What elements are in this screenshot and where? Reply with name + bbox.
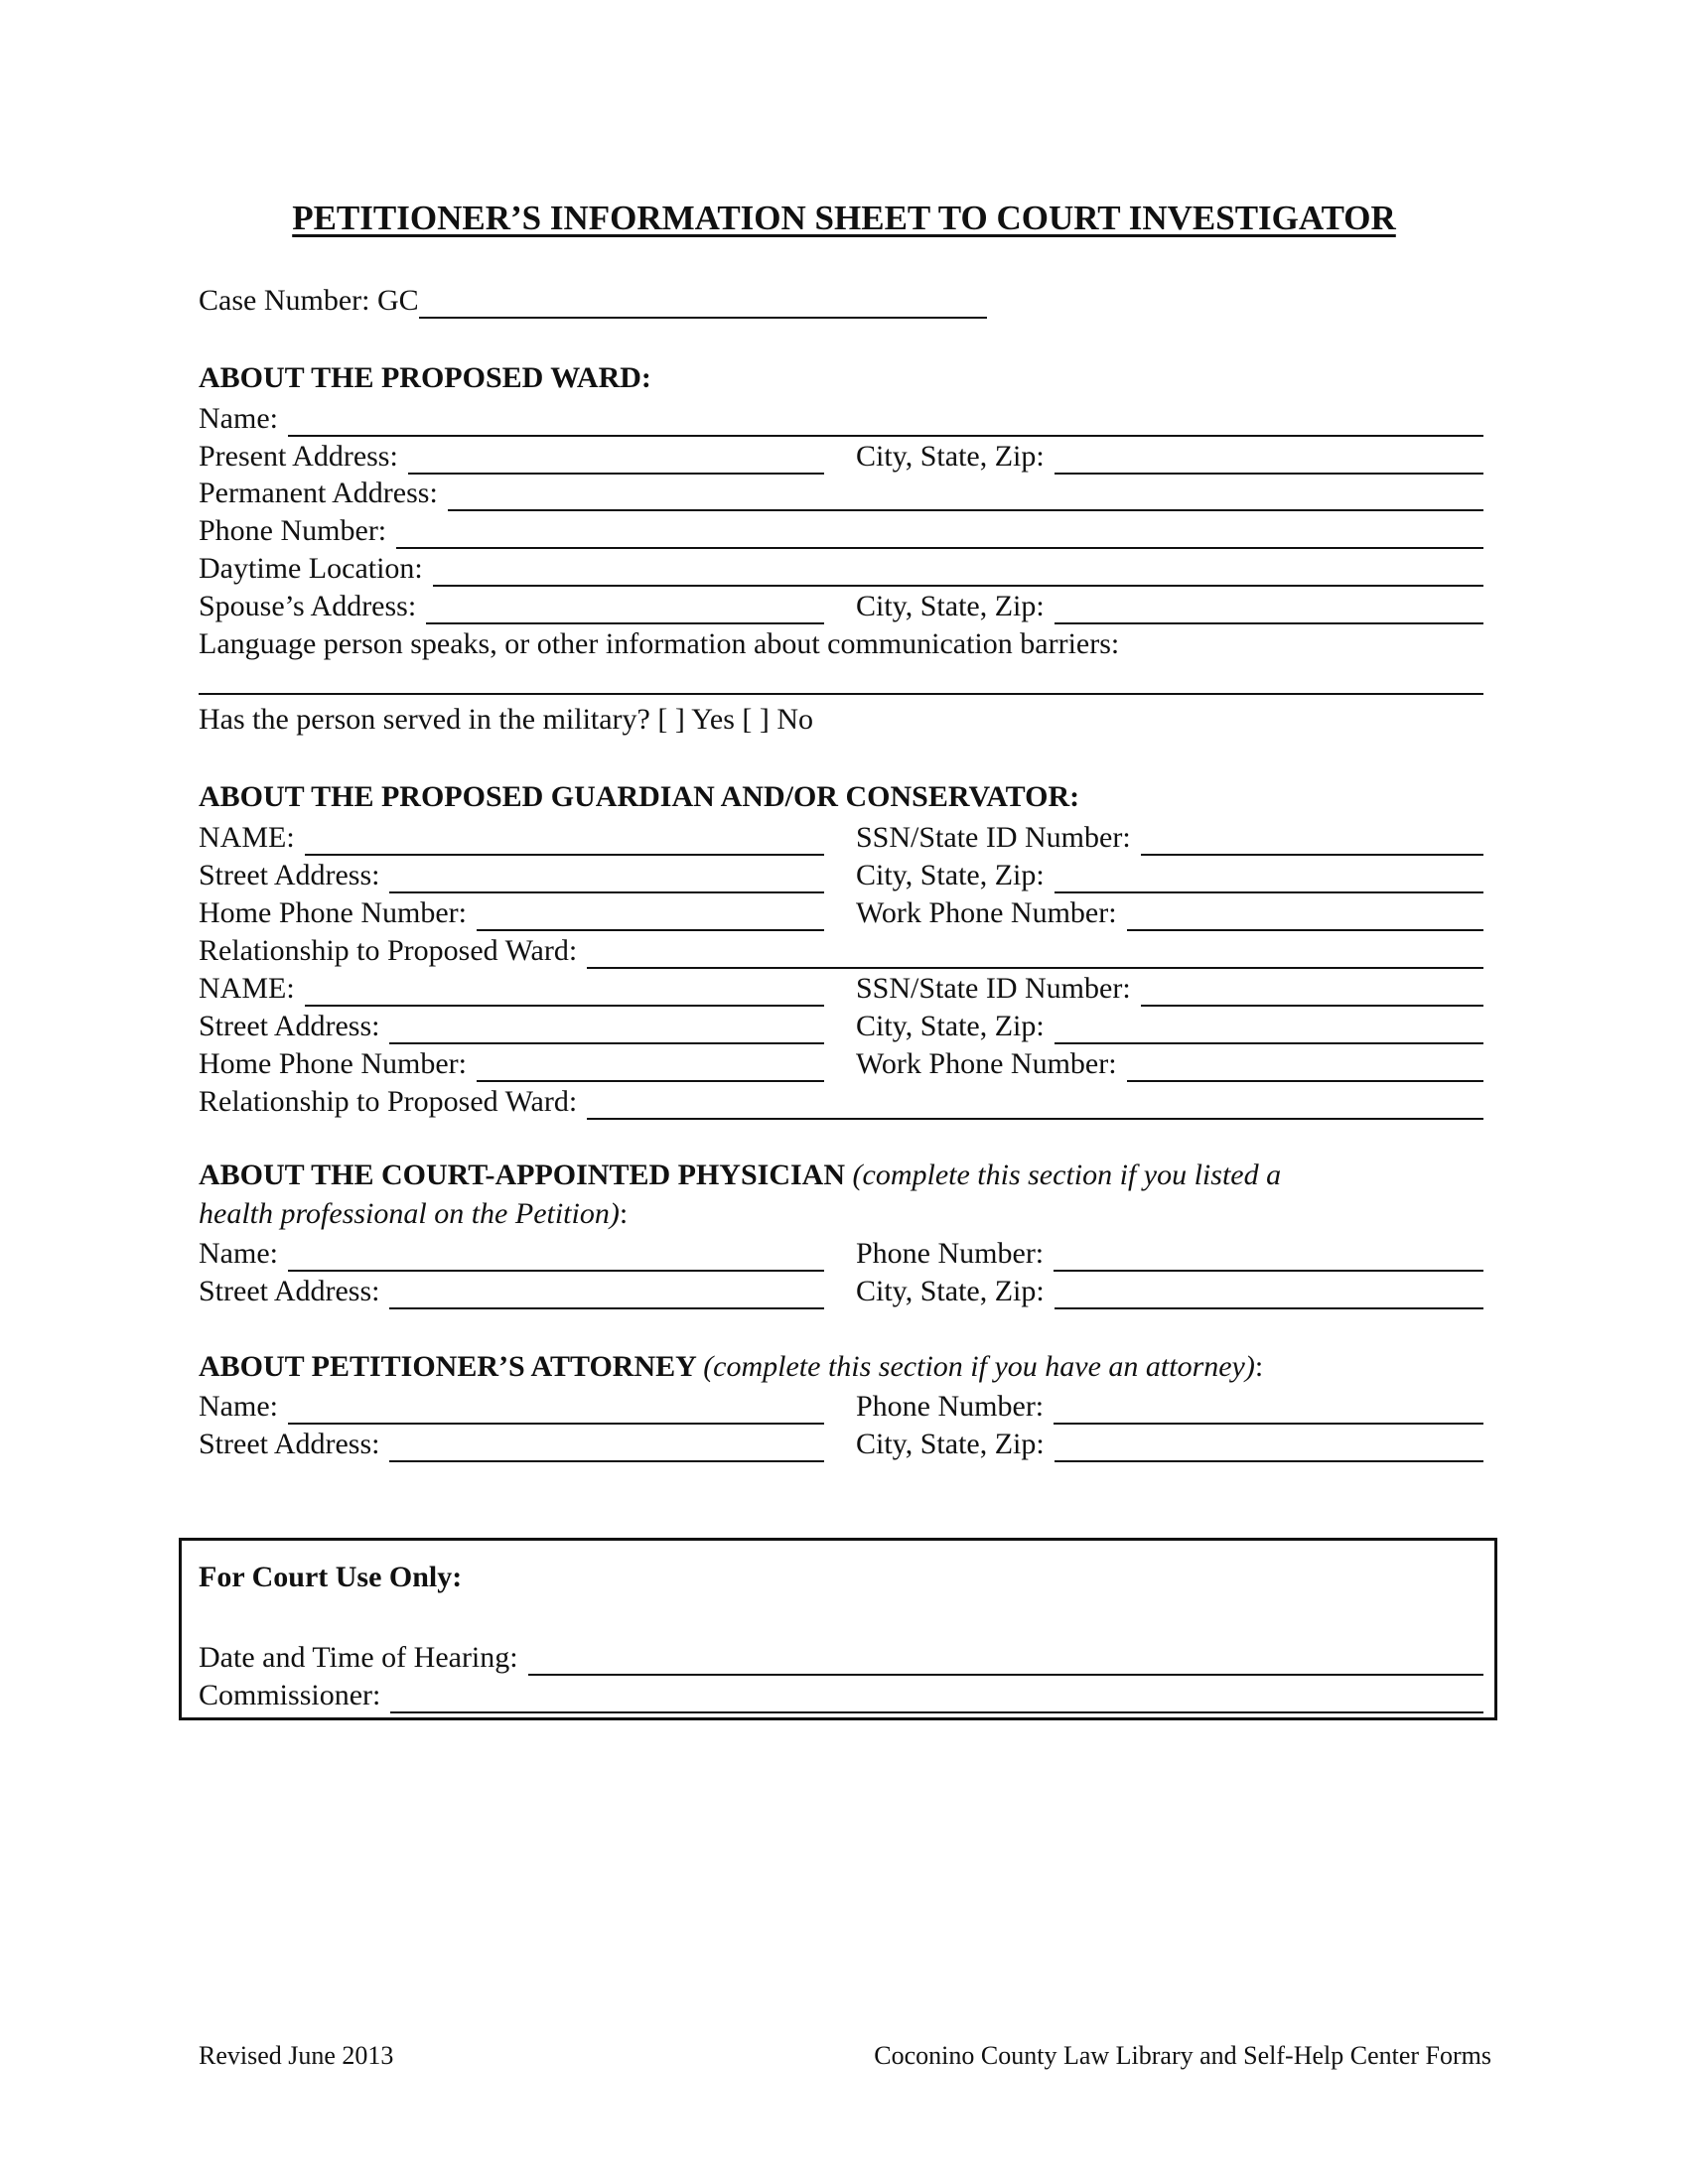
physician-note-line-2 (199, 1197, 628, 1231)
guardian1-work-phone-field[interactable] (856, 893, 1483, 931)
guardian2-ssn-label: SSN/State ID Number: (856, 972, 1131, 1005)
physician-heading-text: ABOUT THE COURT-APPOINTED PHYSICIAN (199, 1159, 846, 1191)
physician-phone-field[interactable] (856, 1234, 1483, 1272)
guardian1-relationship-field[interactable] (199, 931, 1483, 969)
guardian1-name-label: NAME: (199, 821, 295, 854)
ward-spouse-city-line[interactable] (1055, 621, 1483, 624)
physician-city-field[interactable] (856, 1272, 1483, 1309)
guardian2-name-label: NAME: (199, 972, 295, 1005)
attorney-street-line[interactable] (389, 1459, 824, 1462)
attorney-name-label: Name: (199, 1390, 278, 1423)
case-number-line[interactable] (419, 316, 987, 319)
attorney-city-line[interactable] (1055, 1459, 1483, 1462)
ward-name-field[interactable] (199, 399, 1483, 437)
ward-name-label: Name: (199, 402, 278, 435)
ward-permanent-address-label: Permanent Address: (199, 477, 438, 509)
physician-note-2: health professional on the Petition) (199, 1197, 620, 1230)
physician-street-field[interactable] (199, 1272, 824, 1309)
ward-present-address-field[interactable] (199, 437, 824, 475)
page-title: PETITIONER’S INFORMATION SHEET TO COURT INVESTIGATOR (292, 199, 1396, 237)
commissioner-label: Commissioner: (199, 1679, 381, 1711)
attorney-heading-text: ABOUT PETITIONER’S ATTORNEY (199, 1350, 696, 1383)
court-use-heading: For Court Use Only: (199, 1561, 463, 1593)
physician-street-line[interactable] (389, 1306, 824, 1309)
guardian-heading: ABOUT THE PROPOSED GUARDIAN AND/OR CONSERVATOR: (199, 780, 1080, 813)
ward-daytime-location-label: Daytime Location: (199, 552, 423, 585)
ward-city-field[interactable] (856, 437, 1483, 475)
physician-note-colon: : (619, 1197, 629, 1230)
ward-spouse-address-field[interactable] (199, 587, 824, 624)
ward-phone-label: Phone Number: (199, 514, 387, 547)
guardian1-city-field[interactable] (856, 856, 1483, 893)
physician-heading (199, 1159, 1281, 1192)
attorney-city-label: City, State, Zip: (856, 1428, 1045, 1460)
physician-street-label: Street Address: (199, 1275, 380, 1307)
physician-phone-label: Phone Number: (856, 1237, 1045, 1270)
guardian2-relationship-line[interactable] (587, 1117, 1483, 1120)
case-number-label: Case Number: GC (199, 284, 419, 317)
guardian2-relationship-label: Relationship to Proposed Ward: (199, 1085, 578, 1118)
ward-spouse-address-line[interactable] (426, 621, 824, 624)
ward-city-label: City, State, Zip: (856, 440, 1045, 473)
hearing-date-field[interactable] (199, 1638, 1483, 1676)
guardian1-ssn-label: SSN/State ID Number: (856, 821, 1131, 854)
guardian1-work-phone-label: Work Phone Number: (856, 896, 1117, 929)
ward-language-line[interactable] (199, 693, 1483, 695)
guardian2-ssn-field[interactable] (856, 969, 1483, 1007)
guardian1-home-phone-field[interactable] (199, 893, 824, 931)
ward-military-question[interactable]: Has the person served in the military? [ ] Yes [ ] No (199, 703, 814, 736)
guardian2-relationship-field[interactable] (199, 1082, 1483, 1120)
attorney-street-label: Street Address: (199, 1428, 380, 1460)
guardian1-relationship-label: Relationship to Proposed Ward: (199, 934, 578, 967)
ward-heading: ABOUT THE PROPOSED WARD: (199, 361, 651, 394)
physician-note-1: (complete this section if you listed a (852, 1159, 1282, 1191)
ward-phone-field[interactable] (199, 511, 1483, 549)
guardian2-city-label: City, State, Zip: (856, 1010, 1045, 1042)
attorney-street-field[interactable] (199, 1425, 824, 1462)
footer-source: Coconino County Law Library and Self-Help Center Forms (874, 2041, 1491, 2070)
case-number-field[interactable] (199, 281, 987, 319)
attorney-note: (complete this section if you have an attorney) (703, 1350, 1255, 1383)
footer-revised: Revised June 2013 (199, 2041, 394, 2070)
attorney-phone-field[interactable] (856, 1387, 1483, 1425)
guardian2-work-phone-field[interactable] (856, 1044, 1483, 1082)
commissioner-field[interactable] (199, 1676, 1483, 1713)
guardian1-name-field[interactable] (199, 818, 824, 856)
attorney-note-colon: : (1254, 1350, 1264, 1383)
guardian1-city-label: City, State, Zip: (856, 859, 1045, 891)
physician-city-label: City, State, Zip: (856, 1275, 1045, 1307)
guardian1-street-label: Street Address: (199, 859, 380, 891)
guardian2-home-phone-label: Home Phone Number: (199, 1047, 467, 1080)
ward-present-address-label: Present Address: (199, 440, 398, 473)
guardian2-street-label: Street Address: (199, 1010, 380, 1042)
attorney-phone-label: Phone Number: (856, 1390, 1045, 1423)
ward-language-label: Language person speaks, or other information about communication barriers: (199, 627, 1120, 660)
guardian2-work-phone-label: Work Phone Number: (856, 1047, 1117, 1080)
commissioner-line[interactable] (390, 1710, 1483, 1713)
ward-spouse-city-field[interactable] (856, 587, 1483, 624)
attorney-heading (199, 1350, 1263, 1384)
hearing-date-label: Date and Time of Hearing: (199, 1641, 518, 1674)
physician-name-label: Name: (199, 1237, 278, 1270)
guardian1-street-field[interactable] (199, 856, 824, 893)
physician-city-line[interactable] (1055, 1306, 1483, 1309)
ward-permanent-address-field[interactable] (199, 474, 1483, 511)
guardian2-city-field[interactable] (856, 1007, 1483, 1044)
attorney-name-field[interactable] (199, 1387, 824, 1425)
ward-daytime-location-field[interactable] (199, 549, 1483, 587)
guardian2-home-phone-field[interactable] (199, 1044, 824, 1082)
guardian1-ssn-field[interactable] (856, 818, 1483, 856)
ward-spouse-address-label: Spouse’s Address: (199, 590, 417, 622)
ward-spouse-city-label: City, State, Zip: (856, 590, 1045, 622)
guardian1-home-phone-label: Home Phone Number: (199, 896, 467, 929)
attorney-city-field[interactable] (856, 1425, 1483, 1462)
guardian2-name-field[interactable] (199, 969, 824, 1007)
physician-name-field[interactable] (199, 1234, 824, 1272)
guardian2-street-field[interactable] (199, 1007, 824, 1044)
